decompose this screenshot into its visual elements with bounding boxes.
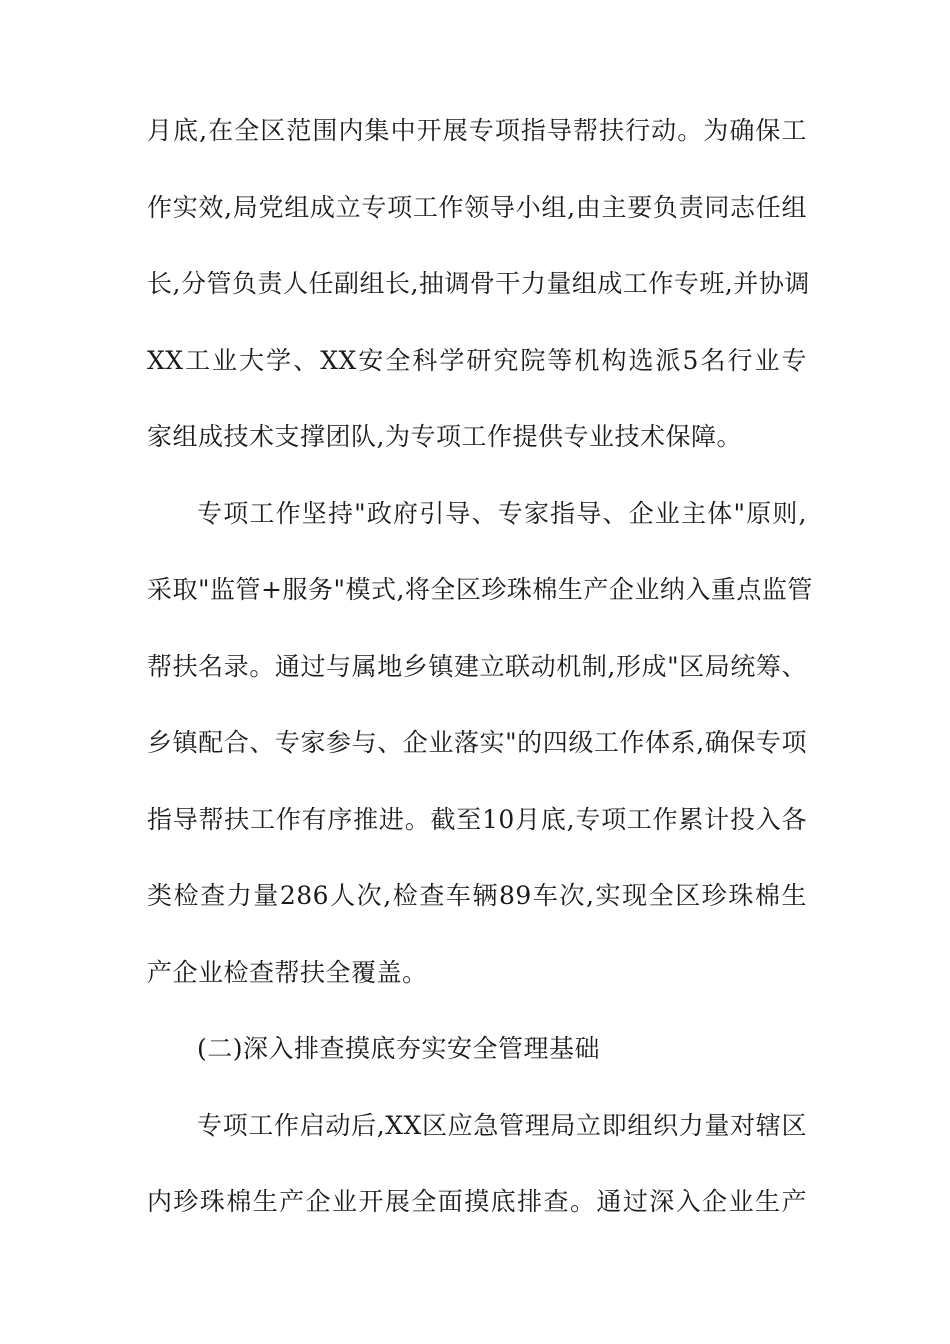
- paragraph-line: 帮扶名录。通过与属地乡镇建立联动机制,形成"区局统筹、: [147, 651, 807, 681]
- paragraph-line: 月底,在全区范围内集中开展专项指导帮扶行动。为确保工: [147, 116, 807, 145]
- section-heading: (二)深入排查摸底夯实安全管理基础: [197, 1034, 601, 1063]
- paragraph-line: 家组成技术支撑团队,为专项工作提供专业技术保障。: [147, 422, 742, 451]
- paragraph-line: 专项工作启动后,XX区应急管理局立即组织力量对辖区: [197, 1110, 807, 1140]
- paragraph-line: 类检查力量286人次,检查车辆89车次,实现全区珍珠棉生: [147, 881, 807, 910]
- paragraph-line: XX工业大学、XX安全科学研究院等机构选派5名行业专: [147, 345, 807, 375]
- paragraph-line: 内珍珠棉生产企业开展全面摸底排查。通过深入企业生产: [147, 1187, 807, 1216]
- document-body: [147, 112, 813, 1260]
- paragraph-line: 采取"监管+服务"模式,将全区珍珠棉生产企业纳入重点监管: [147, 575, 813, 604]
- paragraph-line: 指导帮扶工作有序推进。截至10月底,专项工作累计投入各: [147, 804, 807, 834]
- paragraph-line: 乡镇配合、专家参与、企业落实"的四级工作体系,确保专项: [147, 728, 807, 757]
- paragraph-line: 长,分管负责人任副组长,抽调骨干力量组成工作专班,并协调: [147, 269, 810, 298]
- paragraph-line: 产企业检查帮扶全覆盖。: [147, 957, 428, 987]
- paragraph-line: 专项工作坚持"政府引导、专家指导、企业主体"原则,: [197, 498, 807, 528]
- paragraph-line: 作实效,局党组成立专项工作领导小组,由主要负责同志任组: [147, 192, 807, 222]
